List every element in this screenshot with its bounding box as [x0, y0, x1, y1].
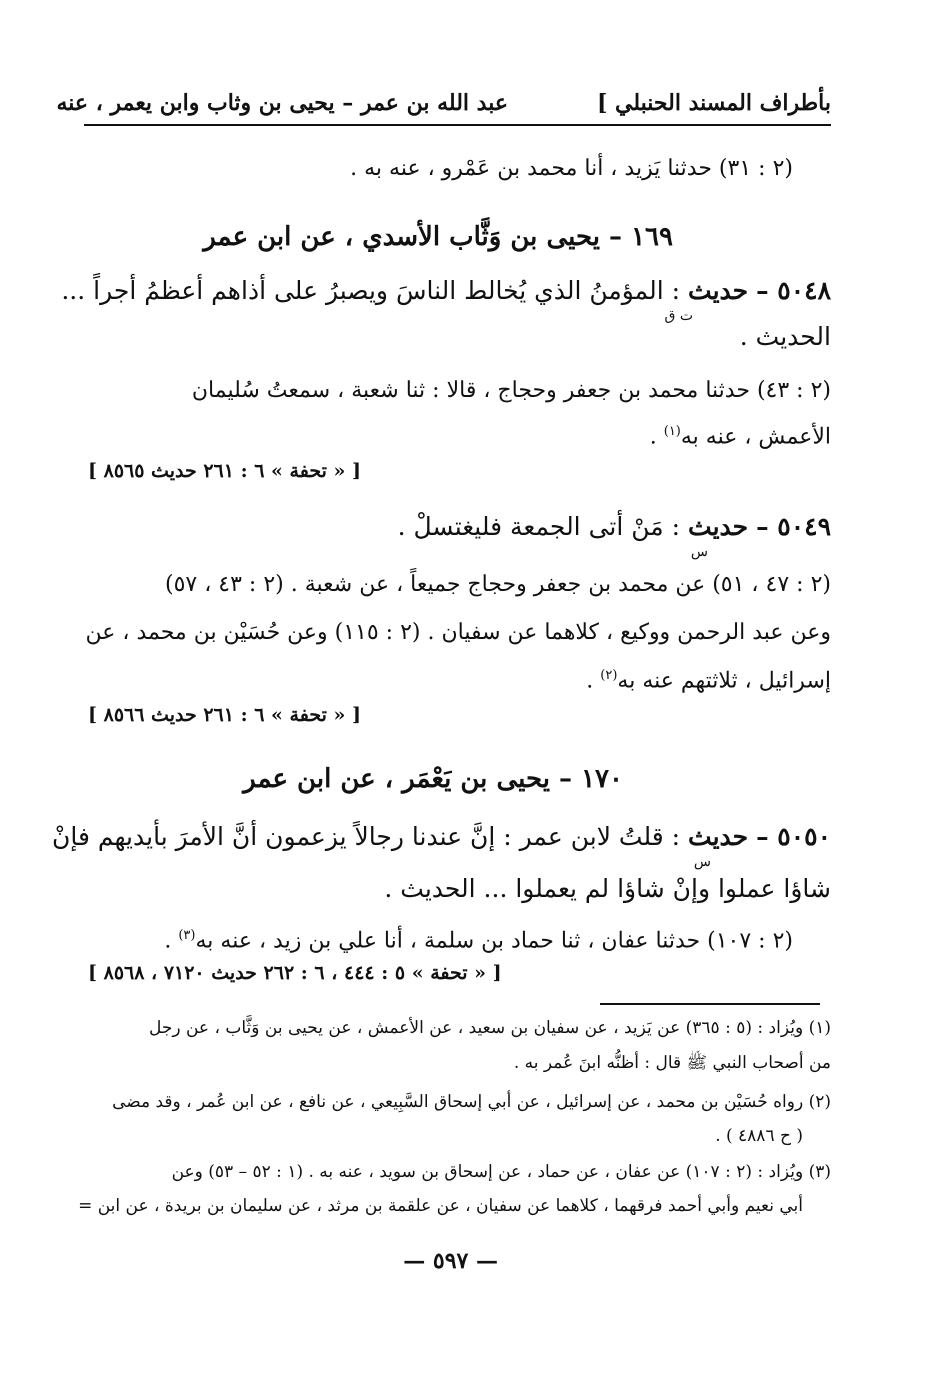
footnote-2: (٢) رواه حُسَيْن بن محمد ، عن إسرائيل ، عن أبي إسحاق السَّبِيعي ، عن نافع ، عن ابن عُمر ، وقد مضى — [112, 1092, 831, 1112]
isnad-line: (٢ : ٣١) حدثنا يَزيد ، أنا محمد بن عَمْرو ، عنه به . — [350, 156, 793, 181]
hadith-5050 — [52, 822, 831, 851]
hadith-text-continued: الحديث . — [739, 322, 831, 351]
source-symbol: س — [693, 854, 711, 870]
footnote-3-continued: أبي نعيم وأبي أحمد فرقهما ، كلاهما عن سفيان ، عن علقمة بن مرثد ، عن سليمان بن بريدة ، عن ابن = — [78, 1196, 803, 1216]
section-title-170: ١٧٠ – يحيى بن يَعْمَر ، عن ابن عمر — [243, 764, 623, 794]
footnote-1-continued: من أصحاب النبي ﷺ قال : أظنُّه ابنَ عُمر به . — [513, 1053, 831, 1073]
hadith-text: : مَنْ أتى الجمعة فليغتسلْ . — [397, 512, 681, 541]
footnote-1: (١) ويُزاد : (٥ : ٣٦٥) عن يَزيد ، عن سفيان بن سعيد ، عن الأعمش ، عن يحيى بن وَثَّاب ، عن رجل — [148, 1018, 831, 1038]
source-symbol: ت ق — [664, 308, 693, 324]
hadith-keyword: حديث — [688, 822, 749, 851]
footnote-2-continued: ( ح ٤٨٨٦ ) . — [715, 1126, 803, 1146]
isnad-line: (٢ : ٤٧ ، ٥١) عن محمد بن جعفر وحجاج جميعاً ، عن شعبة . (٢ : ٤٣ ، ٥٧) — [164, 572, 831, 597]
hadith-number: ٥٠٤٩ – — [756, 512, 831, 541]
isnad-line: الأعمش ، عنه به$^{(١)}$ . — [649, 424, 831, 450]
running-header-chapter: عبد الله بن عمر – يحيى بن وثاب وابن يعمر ، عنه — [56, 90, 508, 116]
hadith-number: ٥٠٥٠ – — [756, 822, 831, 851]
tuhfa-reference: [ « تحفة » ٦ : ٢٦١ حديث ٨٥٦٥ ] — [88, 460, 361, 482]
footnote-separator — [600, 1003, 820, 1005]
footnote-3: (٣) ويُزاد : (٢ : ١٠٧) عن عفان ، عن حماد ، عن إسحاق بن سويد ، عنه به . (١ : ٥٢ – ٥٣) وعن — [171, 1162, 831, 1182]
section-title-169: ١٦٩ – يحيى بن وَثَّاب الأسدي ، عن ابن عمر — [203, 222, 673, 252]
isnad-line: إسرائيل ، ثلاثتهم عنه به$^{(٢)}$ . — [586, 668, 831, 694]
tuhfa-reference: [ « تحفة » ٦ : ٢٦١ حديث ٨٥٦٦ ] — [88, 704, 361, 726]
running-header-book-title: بأطراف المسند الحنبلي ] — [596, 90, 831, 116]
isnad-line: (٢ : ٤٣) حدثنا محمد بن جعفر وحجاج ، قالا : ثنا شعبة ، سمعتُ سُليمان — [191, 378, 831, 403]
hadith-text: : قلتُ لابن عمر : إنَّ عندنا رجالاً يزعمون أنَّ الأمرَ بأيديهم فإنْ — [52, 822, 681, 851]
hadith-number: ٥٠٤٨ – — [756, 276, 831, 305]
hadith-keyword: حديث — [688, 512, 749, 541]
footnote-ref: (١) — [663, 424, 681, 439]
footnote-ref: (٢) — [600, 668, 618, 683]
hadith-keyword: حديث — [688, 276, 749, 305]
footnote-ref: (٣) — [178, 928, 196, 943]
hadith-text: : المؤمنُ الذي يُخالط الناسَ ويصبرُ على أذاهم أعظمُ أجراً ... — [61, 276, 681, 305]
hadith-text-continued: شاؤا عملوا وإنْ شاؤا لم يعملوا ... الحديث . — [384, 874, 831, 903]
hadith-5049 — [398, 512, 831, 541]
isnad-line: (٢ : ١٠٧) حدثنا عفان ، ثنا حماد بن سلمة ، أنا علي بن زيد ، عنه به$^{(٣)}$ . — [164, 928, 793, 954]
page-number: — ٥٩٧ — — [403, 1248, 498, 1274]
tuhfa-reference: [ « تحفة » ٥ : ٤٤٤ ، ٦ : ٢٦٢ حديث ٧١٢٠ ، ٨٥٦٨ ] — [88, 962, 502, 984]
hadith-5048 — [61, 276, 831, 305]
source-symbol: س — [690, 544, 708, 560]
header-rule — [84, 124, 831, 126]
isnad-line: وعن عبد الرحمن ووكيع ، كلاهما عن سفيان . (٢ : ١١٥) وعن حُسَيْن بن محمد ، عن — [85, 620, 831, 645]
